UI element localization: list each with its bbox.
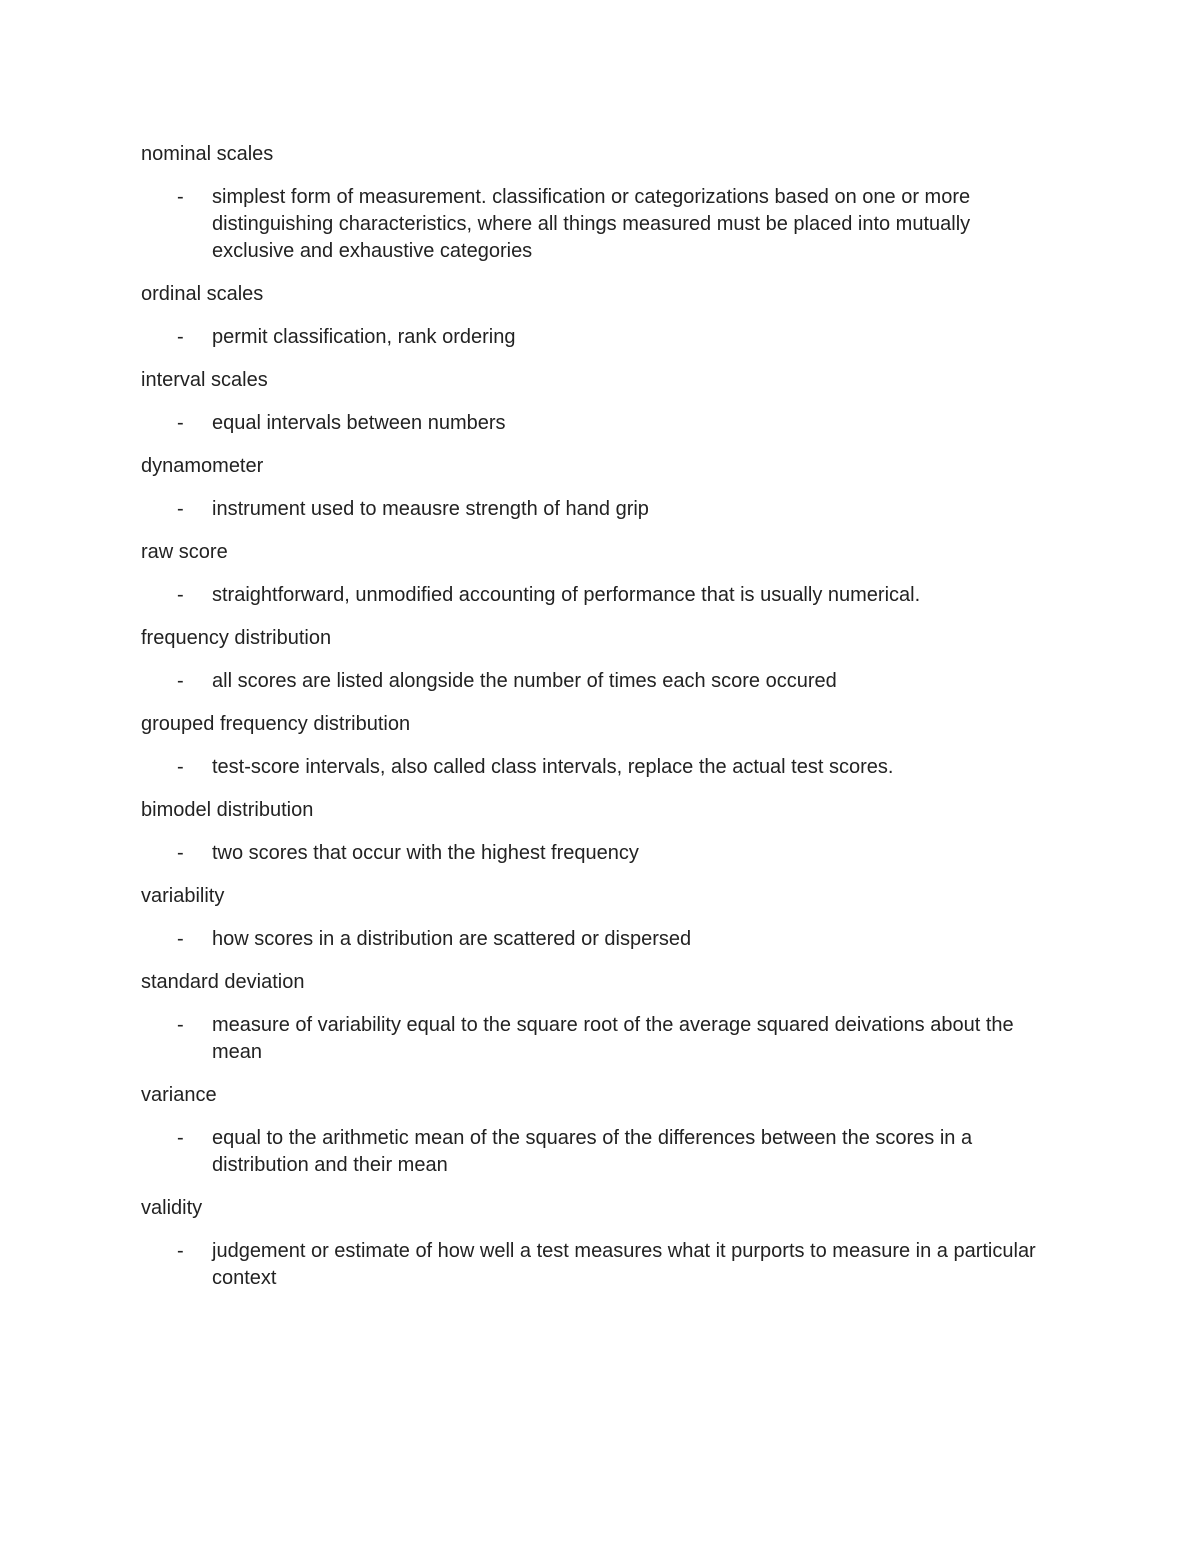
bullet-dash: - [177,412,184,434]
definition-text: instrument used to meausre strength of hand grip [212,498,649,520]
term-dynamometer: dynamometer [141,455,264,477]
term-variability: variability [141,885,225,907]
bullet-dash: - [177,670,184,692]
definition-text: permit classification, rank ordering [212,326,516,348]
definition-text: how scores in a distribution are scattered or dispersed [212,928,692,950]
term-raw-score: raw score [141,541,228,563]
bullet-dash: - [177,1127,184,1149]
bullet-dash: - [177,756,184,778]
definition-item [141,496,1051,523]
term-grouped-frequency-distribution: grouped frequency distribution [141,713,411,735]
definition-item [141,582,1051,609]
term-frequency-distribution: frequency distribution [141,627,332,649]
definition-item [141,324,1051,351]
definition-text: two scores that occur with the highest frequency [212,842,639,864]
term-variance: variance [141,1084,217,1106]
term-interval-scales: interval scales [141,369,268,391]
term-bimodel-distribution: bimodel distribution [141,799,314,821]
term-standard-deviation: standard deviation [141,971,305,993]
definition-text: straightforward, unmodified accounting of performance that is usually numerical. [212,584,921,606]
definition-text: measure of variability equal to the square root of the average squared deivations about the mean [212,1014,1014,1063]
definition-text: test-score intervals, also called class intervals, replace the actual test scores. [212,756,894,778]
document-body [141,141,1051,1308]
definition-item [141,926,1051,953]
definition-item [141,668,1051,695]
bullet-dash: - [177,1240,184,1262]
bullet-dash: - [177,928,184,950]
definition-item [141,1012,1051,1066]
definition-item [141,184,1051,265]
term-nominal-scales: nominal scales [141,143,274,165]
definition-item [141,1125,1051,1179]
definition-item [141,754,1051,781]
bullet-dash: - [177,584,184,606]
definition-item [141,410,1051,437]
definition-text: simplest form of measurement. classification or categorizations based on one or more distinguishing characteristics, where all things measured must be placed into mutually exclusive and exhaustive categories [212,186,971,262]
definition-item [141,1238,1051,1292]
definition-item [141,840,1051,867]
definition-text: equal intervals between numbers [212,412,506,434]
term-validity: validity [141,1197,203,1219]
definition-text: all scores are listed alongside the number of times each score occured [212,670,837,692]
definition-text: judgement or estimate of how well a test measures what it purports to measure in a particular context [212,1240,1036,1289]
bullet-dash: - [177,326,184,348]
definition-text: equal to the arithmetic mean of the squares of the differences between the scores in a distribution and their mean [212,1127,973,1176]
bullet-dash: - [177,498,184,520]
term-ordinal-scales: ordinal scales [141,283,264,305]
bullet-dash: - [177,1014,184,1036]
bullet-dash: - [177,842,184,864]
bullet-dash: - [177,186,184,208]
